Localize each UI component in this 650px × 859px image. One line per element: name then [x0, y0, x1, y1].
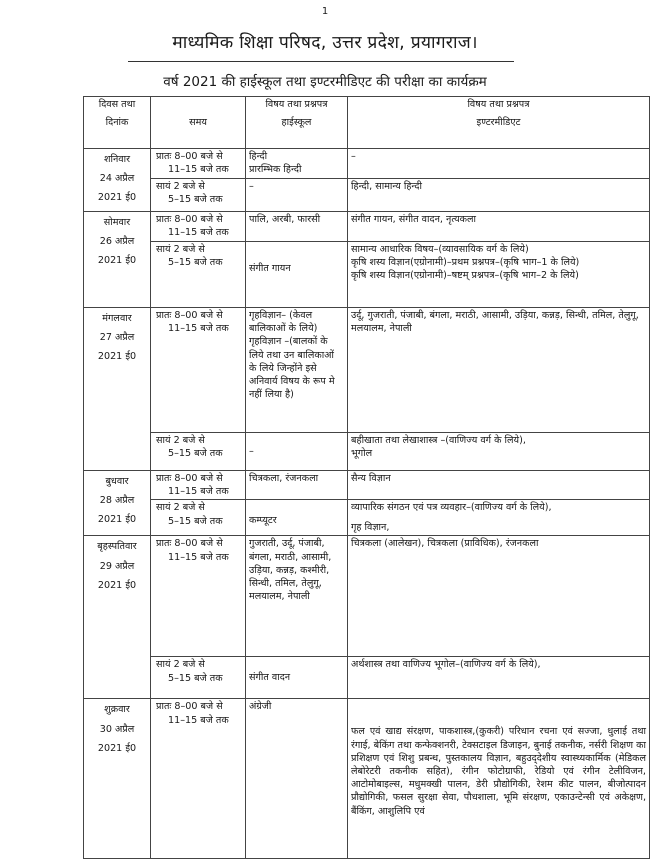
time-cell: [151, 242, 246, 308]
time-cell: [151, 433, 246, 471]
highschool-subjects-cell: [246, 149, 348, 179]
day-name: मंगलवार: [102, 313, 132, 324]
highschool-subjects-cell: [246, 699, 348, 859]
time-cell: [151, 699, 246, 859]
header-day-line2: दिनांक: [105, 117, 129, 129]
intermediate-subjects-cell: [348, 308, 650, 433]
intermediate-subjects-cell: [348, 179, 650, 212]
time-end: 5–15 बजे तक: [168, 672, 223, 684]
time-end: 11–15 बजे तक: [168, 551, 229, 563]
time-start: सायं 2 बजे से: [156, 502, 205, 514]
day-date: 26 अप्रैल: [99, 236, 135, 248]
header-hs-line2: हाईस्कूल: [281, 117, 312, 129]
highschool-subjects-cell: [246, 536, 348, 657]
day-date: 27 अप्रैल: [99, 332, 135, 344]
header-time: [151, 97, 246, 149]
time-cell: [151, 500, 246, 536]
table-row: [84, 471, 650, 500]
time-end: 5–15 बजे तक: [168, 448, 223, 460]
intermediate-subject-text: कृषि शस्य विज्ञान(एग्रोनामी)–षष्टम् प्रश्नपत्र–(कृषि भाग–2 के लिये): [351, 270, 579, 282]
highschool-subject-text: –: [249, 446, 254, 457]
day-date: 29 अप्रैल: [99, 560, 135, 572]
intermediate-subjects-cell: [348, 433, 650, 471]
time-end: 11–15 बजे तक: [168, 227, 229, 239]
time-start: सायं 2 बजे से: [156, 244, 205, 255]
day-date-cell: [84, 308, 151, 471]
header-time-label: समय: [189, 116, 207, 128]
intermediate-subject-text: व्यापारिक संगठन एवं पत्र व्यवहार–(वाणिज्य वर्ग के लिये),: [351, 502, 552, 514]
highschool-subjects-cell: [246, 433, 348, 471]
table-row: [84, 500, 650, 536]
table-row: [84, 212, 650, 242]
header-hs-line1: विषय तथा प्रश्नपत्र: [265, 99, 328, 110]
day-name: शुक्रवार: [104, 704, 130, 716]
time-start: सायं 2 बजे से: [156, 659, 205, 671]
table-row: [84, 699, 650, 859]
intermediate-subject-text: सामान्य आधारिक विषय–(व्यावसायिक वर्ग के लिये): [351, 244, 529, 255]
day-name: शनिवार: [103, 154, 131, 165]
intermediate-subject-text: सैन्य विज्ञान: [351, 473, 391, 484]
day-date: 30 अप्रैल: [99, 723, 135, 735]
time-end: 11–15 बजे तक: [168, 714, 229, 726]
time-end: 5–15 बजे तक: [168, 257, 223, 269]
intermediate-subject-text: गृह विज्ञान,: [351, 521, 390, 533]
highschool-subject-text: गुजराती, उर्दू, पंजाबी, बंगला, मराठी, आसामी, उड़िया, कन्नड़, कश्मीरी, सिन्धी, तमिल, तेलुगू, मलयालम, नेपाली: [249, 538, 332, 603]
time-end: 5–15 बजे तक: [168, 515, 223, 527]
day-date-cell: [84, 471, 151, 536]
intermediate-subject-text: उर्दू, गुजराती, पंजाबी, बंगला, मराठी, आसामी, उड़िया, कन्नड़, सिन्धी, तमिल, तेलुगू, मलयालम, नेपाली: [351, 310, 639, 335]
highschool-subject-text: –: [249, 181, 254, 192]
table-row: [84, 179, 650, 212]
intermediate-subject-text: चित्रकला (आलेखन), चित्रकला (प्राविधिक), रंजनकला: [351, 538, 539, 550]
day-year: 2021 ई0: [97, 579, 137, 591]
day-date-cell: [84, 212, 151, 308]
time-start: प्रातः 8–00 बजे से: [156, 310, 223, 321]
header-inter-line2: इण्टरमीडिएट: [476, 117, 521, 129]
time-start: प्रातः 8–00 बजे से: [156, 701, 223, 713]
time-end: 11–15 बजे तक: [168, 486, 229, 498]
time-cell: [151, 149, 246, 179]
highschool-subject-text: गृहविज्ञान– (केवल बालिकाओं के लिये): [249, 310, 318, 335]
day-year: 2021 ई0: [97, 742, 137, 754]
highschool-subjects-cell: [246, 471, 348, 500]
intermediate-subjects-cell: [348, 242, 650, 308]
highschool-subject-text: चित्रकला, रंजनकला: [249, 473, 319, 484]
day-year: 2021 ई0: [97, 255, 137, 267]
highschool-subject-text: पालि, अरबी, फारसी: [249, 214, 321, 225]
time-start: प्रातः 8–00 बजे से: [156, 538, 223, 550]
highschool-subjects-cell: [246, 212, 348, 242]
intermediate-subjects-cell: [348, 212, 650, 242]
time-cell: [151, 179, 246, 212]
intermediate-subject-text: भूगोल: [351, 448, 373, 460]
highschool-subject-text: हिन्दी: [249, 151, 268, 162]
day-date-cell: [84, 149, 151, 212]
header-day: [84, 97, 151, 149]
highschool-subject-text: अंग्रेजी: [249, 701, 272, 713]
intermediate-subject-text: बहीखाता तथा लेखाशास्त्र –(वाणिज्य वर्ग के लिये),: [351, 435, 526, 446]
intermediate-subjects-cell: [348, 536, 650, 657]
intermediate-subject-text: फल एवं खाद्य संरक्षण, पाकशास्त्र,(कुकरी) परिधान रचना एवं सज्जा, धुलाई तथा रंगाई, बेकिंग तथा कन्फेक्शनरी, टेक्सटाइल डिजाइन, बुनाई तकनीक, नर्सरी शिक्षण का प्रशिक्षण एवं शिशु प्रबन्ध, पुस्तकालय विज्ञान, बहुउद्‌देशीय स्वास्थ्यकार्मिक (मेडिकल लेबोरेटरी तकनीक सहित), रंगीन फोटोग्राफी, रेडियो एवं रंगीन टेलीविजन, आटोमोबाइल्स, मधुमक्खी पालन, डेरी प्रौद्योगिकी, रेशम कीट पालन, बीजोत्पादन प्रौद्योगिकी, फसल सुरक्षा सेवा, पौधशाला, भूमि संरक्षण, एकाउन्टेन्सी एवं अकेक्षण, बैंकिंग, आशुलिपि एवं: [351, 726, 646, 817]
intermediate-subject-text: हिन्दी, सामान्य हिन्दी: [351, 181, 422, 192]
header-highschool: [246, 97, 348, 149]
header-inter-line1: विषय तथा प्रश्नपत्र: [467, 99, 530, 110]
highschool-subjects-cell: [246, 500, 348, 536]
time-end: 11–15 बजे तक: [168, 323, 229, 335]
table-row: [84, 308, 650, 433]
time-start: सायं 2 बजे से: [156, 181, 205, 192]
intermediate-subjects-cell: [348, 471, 650, 500]
time-cell: [151, 212, 246, 242]
header-day-line1: दिवस तथा: [98, 99, 136, 110]
page-number: 1: [321, 6, 329, 17]
header-row: [84, 97, 650, 149]
time-cell: [151, 308, 246, 433]
intermediate-subject-text: संगीत गायन, संगीत वादन, नृत्यकला: [351, 214, 477, 225]
day-name: सोमवार: [103, 217, 131, 228]
highschool-subject-text: गृहविज्ञान –(बालकों के लिये तथा उन बालिकाओं के लिये जिन्होंने इसे अनिवार्य विषय के रूप मे नहीं लिया है): [249, 336, 335, 401]
intermediate-subject-text: अर्थशास्त्र तथा वाणिज्य भूगोल–(वाणिज्य वर्ग के लिये),: [351, 659, 541, 671]
day-name: बुधवार: [105, 476, 129, 487]
intermediate-subjects-cell: [348, 149, 650, 179]
day-year: 2021 ई0: [97, 192, 137, 204]
header-intermediate: [348, 97, 650, 149]
intermediate-subjects-cell: [348, 657, 650, 699]
intermediate-subjects-cell: [348, 500, 650, 536]
intermediate-subjects-cell: [348, 699, 650, 859]
intermediate-subject-text: –: [351, 151, 356, 162]
time-start: सायं 2 बजे से: [156, 435, 205, 446]
intermediate-subject-text: कृषि शस्य विज्ञान(एग्रोनामी)–प्रथम प्रश्नपत्र–(कृषि भाग–1 के लिये): [351, 257, 580, 269]
time-start: प्रातः 8–00 बजे से: [156, 473, 223, 484]
table-row: [84, 242, 650, 308]
day-date-cell: [84, 536, 151, 699]
time-cell: [151, 471, 246, 500]
table-row: [84, 657, 650, 699]
time-cell: [151, 536, 246, 657]
time-cell: [151, 657, 246, 699]
time-end: 11–15 बजे तक: [168, 164, 229, 176]
highschool-subject-text: कम्प्यूटर: [249, 515, 277, 527]
time-end: 5–15 बजे तक: [168, 194, 223, 206]
day-name: बृहस्पतिवार: [97, 541, 137, 553]
day-date: 28 अप्रैल: [99, 495, 135, 507]
highschool-subjects-cell: [246, 657, 348, 699]
day-date-cell: [84, 699, 151, 859]
day-year: 2021 ई0: [97, 514, 137, 526]
table-row: [84, 433, 650, 471]
highschool-subjects-cell: [246, 179, 348, 212]
highschool-subjects-cell: [246, 308, 348, 433]
exam-schedule-table: [83, 96, 650, 859]
page-title: माध्यमिक शिक्षा परिषद, उत्तर प्रदेश, प्रयागराज।: [172, 33, 478, 53]
highschool-subject-text: संगीत गायन: [249, 263, 291, 274]
table-row: [84, 536, 650, 657]
highschool-subject-text: प्रारम्भिक हिन्दी: [249, 164, 302, 176]
day-date: 24 अप्रैल: [99, 173, 135, 185]
day-year: 2021 ई0: [97, 351, 137, 363]
highschool-subject-text: संगीत वादन: [249, 672, 291, 684]
time-start: प्रातः 8–00 बजे से: [156, 214, 223, 225]
page-subtitle: वर्ष 2021 की हाईस्कूल तथा इण्टरमीडिएट की परीक्षा का कार्यक्रम: [163, 74, 487, 90]
time-start: प्रातः 8–00 बजे से: [156, 151, 223, 162]
table-row: [84, 149, 650, 179]
title-underline: [128, 61, 514, 62]
highschool-subjects-cell: [246, 242, 348, 308]
